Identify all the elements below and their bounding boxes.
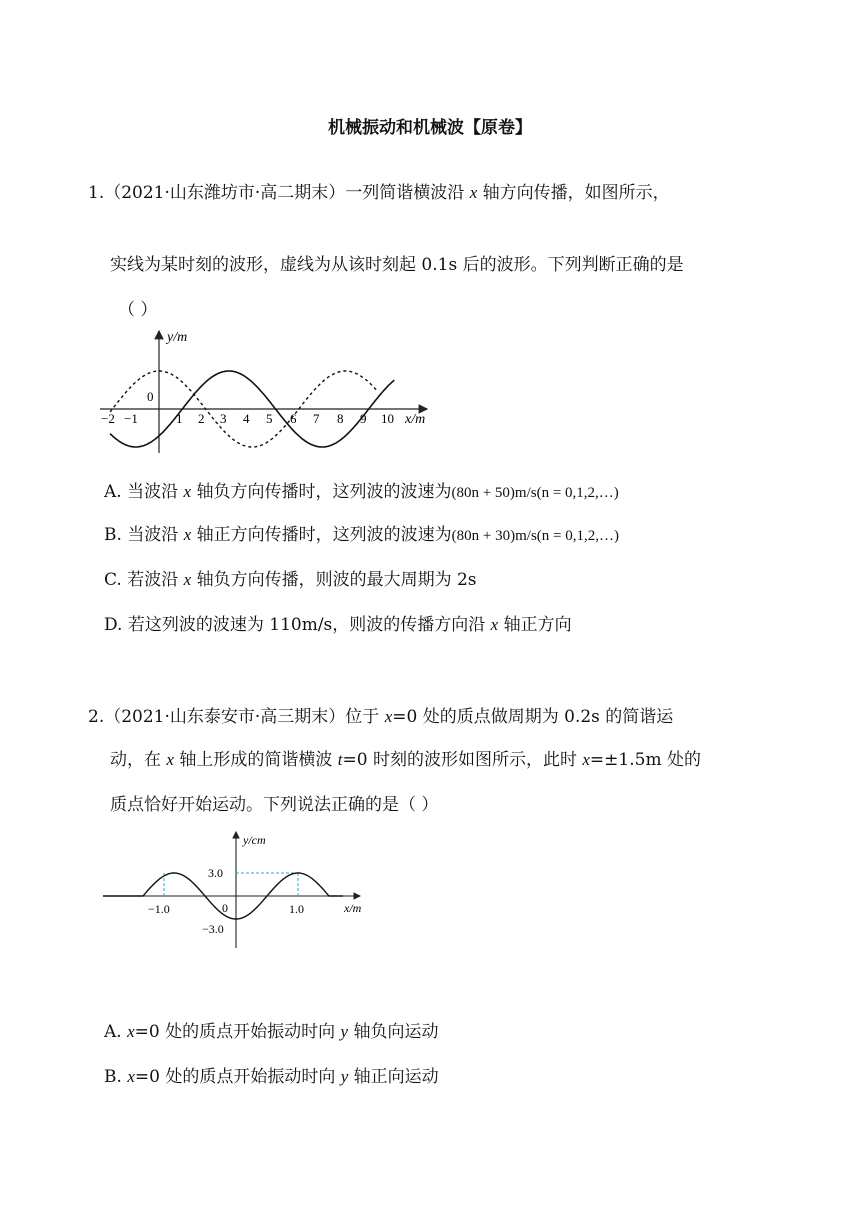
question-number: 2. xyxy=(88,707,105,727)
tick-label: 10 xyxy=(381,411,394,426)
option-text: 轴负向运动 xyxy=(348,1022,439,1042)
question-text: 轴上形成的简谐横波 xyxy=(173,750,338,770)
option-label: A. xyxy=(104,1022,122,1042)
tick-label: 1.0 xyxy=(289,902,304,916)
option-text: 若这列波的波速为 110m/s，则波的传播方向沿 xyxy=(127,615,491,635)
question-2-line-1 xyxy=(88,702,673,727)
question-1-line-3: （ ） xyxy=(118,300,158,320)
variable-x: x xyxy=(183,570,192,589)
question-source: （2021·山东潍坊市·高二期末） xyxy=(104,183,346,203)
tick-label: 9 xyxy=(360,411,367,426)
question-1-wave-figure xyxy=(95,325,445,460)
question-2-option-b[interactable] xyxy=(104,1062,439,1087)
tick-label: 7 xyxy=(313,411,320,426)
question-text: 一列简谐横波沿 xyxy=(345,183,470,203)
question-2-line-2 xyxy=(110,745,701,770)
option-formula: (80n + 30)m/s(n = 0,1,2,…) xyxy=(451,528,619,544)
option-text: 轴正方向传播时，这列波的波速为 xyxy=(191,525,452,545)
page-title: 机械振动和机械波【原卷】 xyxy=(328,118,532,138)
question-text: =0 处的质点做周期为 0.2s 的简谐运 xyxy=(392,707,674,727)
option-text: 当波沿 xyxy=(127,525,184,545)
option-text: 轴负方向传播时，这列波的波速为 xyxy=(191,482,452,502)
variable-x: x xyxy=(490,615,499,634)
option-text: 若波沿 xyxy=(127,570,184,590)
option-label: A. xyxy=(104,482,122,502)
question-2-option-a[interactable] xyxy=(104,1017,438,1042)
option-text: 轴负方向传播，则波的最大周期为 2s xyxy=(191,570,477,590)
question-1-option-b[interactable] xyxy=(104,520,619,545)
origin-label: 0 xyxy=(147,389,154,404)
variable-x: x xyxy=(183,482,192,501)
option-formula: (80n + 50)m/s(n = 0,1,2,…) xyxy=(451,485,619,501)
variable-y: y xyxy=(340,1067,349,1086)
question-2-wave-figure xyxy=(98,828,383,953)
question-1-line-2: 实线为某时刻的波形，虚线为从该时刻起 0.1s 后的波形。下列判断正确的是 xyxy=(110,255,684,275)
tick-label: 3 xyxy=(220,411,227,426)
tick-label: 5 xyxy=(266,411,273,426)
question-2-line-3: 质点恰好开始运动。下列说法正确的是（ ） xyxy=(110,795,439,815)
tick-label: 2 xyxy=(198,411,205,426)
question-1-option-d[interactable] xyxy=(104,610,572,635)
tick-label: −1 xyxy=(124,411,138,426)
variable-t: t xyxy=(337,750,343,769)
tick-label: −2 xyxy=(101,411,115,426)
option-text: =0 处的质点开始振动时向 xyxy=(134,1067,341,1087)
variable-x: x xyxy=(127,1022,135,1041)
variable-x: x xyxy=(384,707,393,726)
tick-label: −3.0 xyxy=(202,922,224,936)
tick-label: −1.0 xyxy=(148,902,170,916)
x-axis-label: x/m xyxy=(344,901,362,915)
tick-label: 4 xyxy=(243,411,250,426)
question-text: 轴方向传播，如图所示， xyxy=(477,183,670,203)
question-text: =0 时刻的波形如图所示，此时 xyxy=(342,750,583,770)
option-label: C. xyxy=(104,570,122,590)
question-1-option-a[interactable] xyxy=(104,477,619,502)
option-text: 当波沿 xyxy=(127,482,184,502)
question-1-line-1 xyxy=(88,178,670,203)
variable-x: x xyxy=(127,1067,135,1086)
option-label: B. xyxy=(104,525,122,545)
tick-label: 3.0 xyxy=(208,866,223,880)
option-label: B. xyxy=(104,1067,122,1087)
variable-x: x xyxy=(183,525,192,544)
variable-y: y xyxy=(340,1022,349,1041)
tick-label: 6 xyxy=(290,411,297,426)
tick-labels xyxy=(101,411,394,426)
option-text: 轴正方向 xyxy=(498,615,572,635)
option-label: D. xyxy=(104,615,123,635)
variable-x: x xyxy=(582,750,590,769)
x-axis-label: x/m xyxy=(405,412,426,427)
option-text: 轴正向运动 xyxy=(348,1067,439,1087)
variable-x: x xyxy=(166,750,174,769)
question-text: 动，在 xyxy=(110,750,167,770)
question-1-option-c[interactable] xyxy=(104,565,477,590)
origin-label: 0 xyxy=(222,901,228,915)
variable-x: x xyxy=(469,183,478,202)
tick-label: 1 xyxy=(176,411,183,426)
y-axis-label: y/cm xyxy=(243,833,266,847)
question-text: （2021·山东泰安市·高三期末）位于 xyxy=(104,707,385,727)
tick-label: 8 xyxy=(337,411,344,426)
option-text: =0 处的质点开始振动时向 xyxy=(134,1022,341,1042)
y-axis-label: y/m xyxy=(167,330,188,345)
question-number: 1. xyxy=(88,183,105,203)
question-text: =±1.5m 处的 xyxy=(589,750,701,770)
